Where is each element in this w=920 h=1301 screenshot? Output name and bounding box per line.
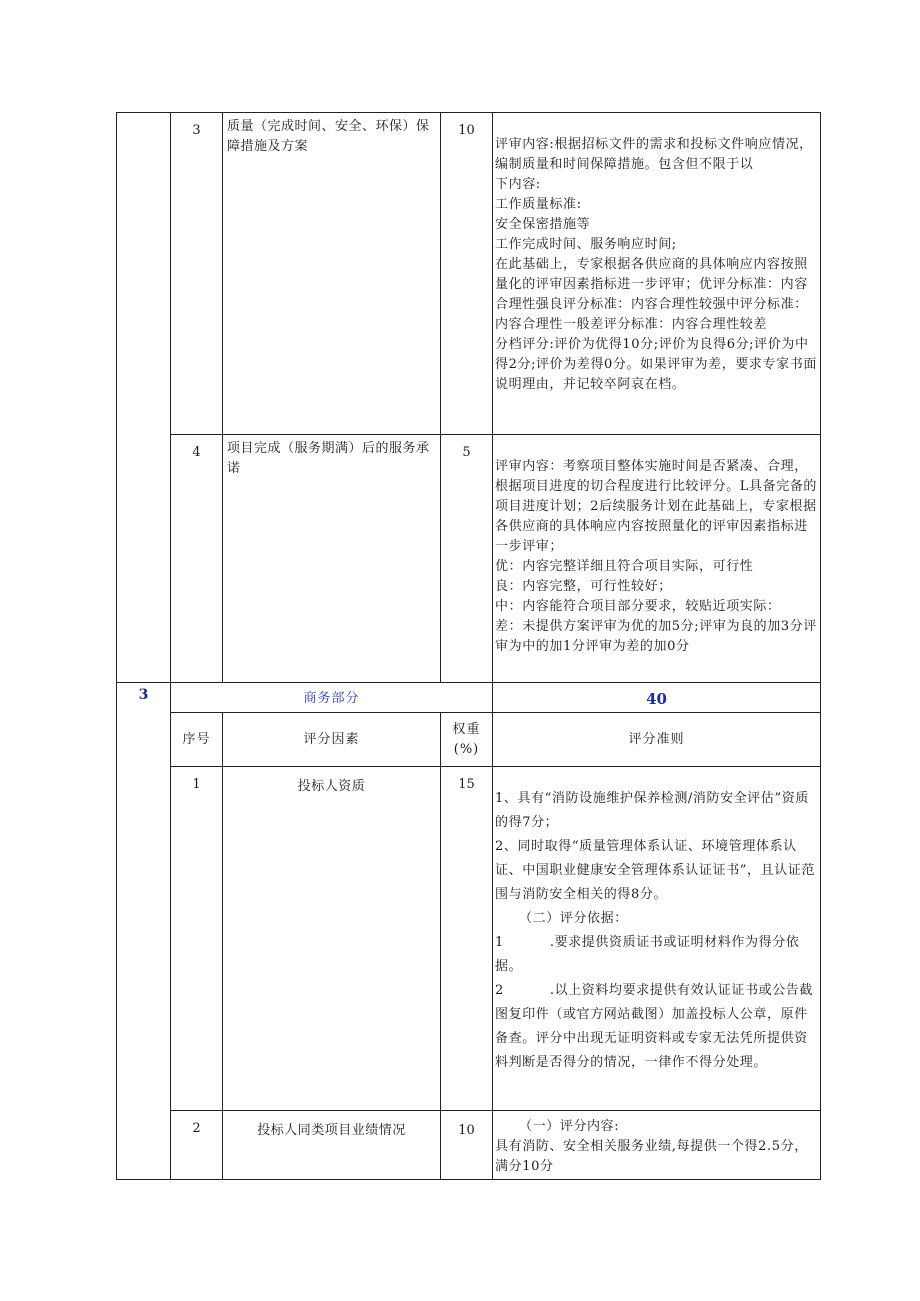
header-row — [117, 713, 821, 767]
scoring-factor: 质量（完成时间、安全、环保）保障措施及方案 — [223, 113, 441, 435]
section-row — [117, 683, 821, 713]
row-number: 2 — [171, 1111, 223, 1180]
criteria-line — [495, 931, 818, 979]
section-number: 3 — [117, 683, 171, 1180]
row-number: 3 — [171, 113, 223, 435]
scoring-factor: 项目完成（服务期满）后的服务承诺 — [223, 435, 441, 683]
header-criteria: 评分准则 — [493, 713, 821, 767]
header-factor: 评分因素 — [223, 713, 441, 767]
row-number: 1 — [171, 767, 223, 1111]
criteria-line: 评审内容:根据招标文件的需求和投标文件响应情况，编制质量和时间保障措施。包含但不限于以 — [495, 137, 813, 172]
item-number: 1 — [495, 935, 504, 950]
table-row — [117, 113, 821, 435]
section-cell-blank — [117, 113, 171, 683]
table-row — [117, 767, 821, 1111]
scoring-table-page — [116, 112, 820, 1180]
scoring-factor: 投标人资质 — [223, 767, 441, 1111]
header-weight: 权重(%) — [441, 713, 493, 767]
weight-value: 5 — [441, 435, 493, 683]
item-text: .要求提供资质证书或证明材料作为得分依据。 — [495, 935, 800, 974]
scoring-table — [116, 112, 821, 1180]
criteria-line: 1、具有“消防设施维护保养检测/消防安全评估”资质的得7分； — [495, 791, 809, 830]
weight-value: 10 — [441, 113, 493, 435]
header-no: 序号 — [171, 713, 223, 767]
scoring-criteria — [493, 435, 821, 683]
table-row — [117, 435, 821, 683]
item-text: .以上资料均要求提供有效认证证书或公告截图复印件（或官方网站截图）加盖投标人公章，原件备查。评分中出现无证明资料或专家无法凭所提供资料判断是否得分的情况，一律作不得分处理。 — [495, 983, 814, 1070]
scoring-criteria — [493, 113, 821, 435]
criteria-line: 差：未提供方案评审为优的加5分;评审为良的加3分评审为中的加1分评审为差的加0分 — [495, 619, 817, 654]
criteria-line: （二）评分依据： — [519, 911, 628, 926]
criteria-line: 2、同时取得“质量管理体系认证、环境管理体系认证、中国职业健康安全管理体系认证证书”，且认证范围与消防安全相关的得8分。 — [495, 839, 816, 902]
criteria-line: 工作完成时间、服务响应时间; — [495, 237, 677, 252]
weight-value: 10 — [441, 1111, 493, 1180]
criteria-line: （一）评分内容: — [519, 1119, 620, 1134]
section-title: 商务部分 — [171, 683, 493, 713]
criteria-line: 评审内容：考察项目整体实施时间是否紧凑、合理，根据项目进度的切合程度进行比较评分。L具备完备的项目进度计划；2后续服务计划在此基础上，专家根据各供应商的具体响应内容按照量化的评审因素指标进一步评审； — [495, 459, 818, 554]
criteria-line — [495, 979, 818, 1075]
scoring-criteria — [493, 767, 821, 1111]
criteria-line: 在此基础上，专家根据各供应商的具体响应内容按照量化的评审因素指标进一步评审；优评分标准：内容合理性强良评分标准：内容合理性较强中评分标准：内容合理性一般差评分标准：内容合理性较差 — [495, 257, 808, 332]
scoring-factor: 投标人同类项目业绩情况 — [223, 1111, 441, 1180]
table-row — [117, 1111, 821, 1180]
criteria-line: 下内容: — [495, 177, 541, 192]
weight-value: 15 — [441, 767, 493, 1111]
criteria-line: 具有消防、安全相关服务业绩,每提供一个得2.5分，满分10分 — [495, 1139, 808, 1174]
criteria-line: 中：内容能符合项目部分要求，较贴近项实际： — [495, 599, 781, 614]
criteria-line: 良：内容完整，可行性较好； — [495, 579, 672, 594]
row-number: 4 — [171, 435, 223, 683]
criteria-line: 分档评分:评价为优得10分;评价为良得6分;评价为中得2分;评价为差得0分。如果评审为差，要求专家书面说明理由，并记较卒阿哀在档。 — [495, 337, 817, 392]
section-total: 40 — [493, 683, 821, 713]
criteria-line: 优：内容完整详细且符合项目实际，可行性 — [495, 559, 754, 574]
criteria-line: 工作质量标准: — [495, 197, 582, 212]
scoring-criteria — [493, 1111, 821, 1180]
item-number: 2 — [495, 983, 504, 998]
criteria-line: 安全保密措施等 — [495, 217, 591, 232]
